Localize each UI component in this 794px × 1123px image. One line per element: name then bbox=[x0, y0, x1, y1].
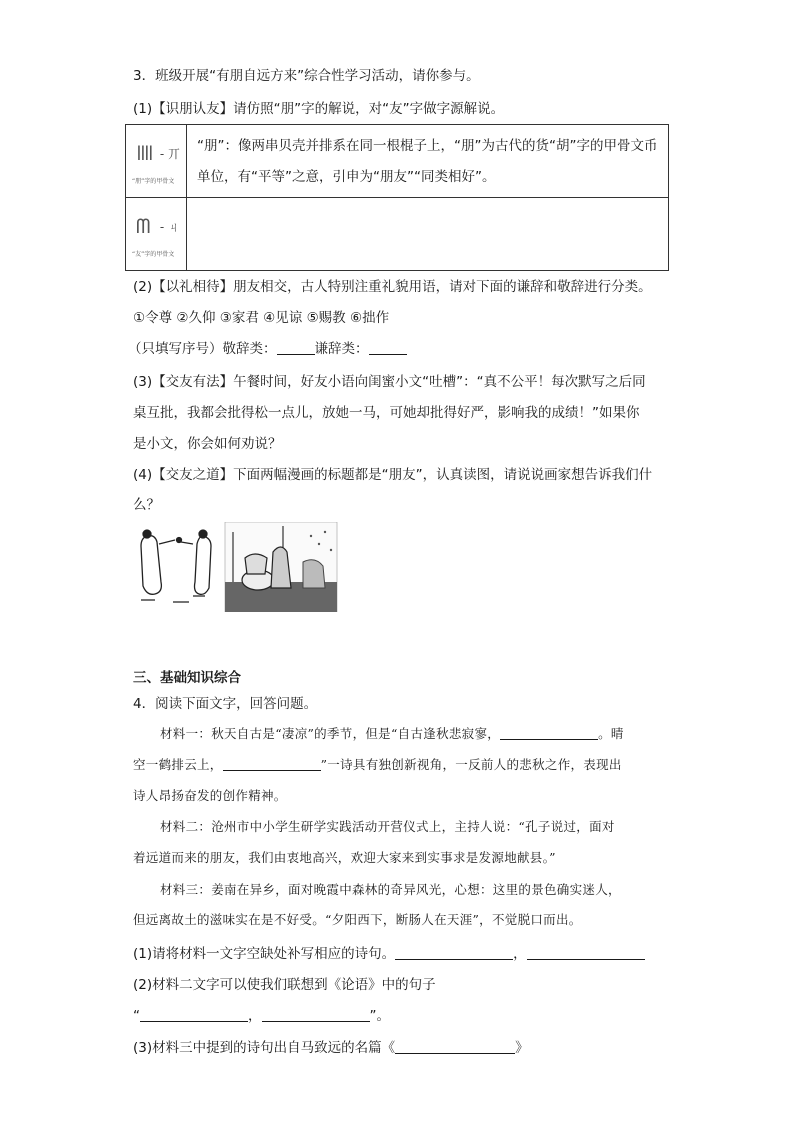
comic-right bbox=[225, 522, 337, 612]
q4-title: 4．阅读下面文字，回答问题。 bbox=[133, 696, 318, 712]
q3-title: 3．班级开展“有朋自远方来”综合性学习活动，请你参与。 bbox=[133, 68, 480, 84]
section-3-heading: 三、基础知识综合 bbox=[133, 670, 241, 686]
q4-sub2-answer: “ ， ”。 bbox=[133, 1008, 390, 1024]
q4-sub3-blank[interactable] bbox=[395, 1039, 515, 1054]
q3-answer-line: （只填写序号）敬辞类： 谦辞类： bbox=[128, 339, 407, 359]
you-answer-cell[interactable] bbox=[187, 198, 669, 271]
q3-sub3-line3: 是小文，你会如何劝说？ bbox=[133, 436, 282, 452]
q3-sub3-line2: 桌互批，我都会批得松一点儿，放她一马，可她却批得好严，影响我的成绩！”如果你 bbox=[133, 405, 640, 421]
material3-line2: 但远离故土的滋味实在是不好受。“夕阳西下，断肠人在天涯”，不觉脱口而出。 bbox=[133, 912, 582, 927]
material1-blank2[interactable] bbox=[223, 756, 321, 771]
comic-left bbox=[141, 530, 211, 602]
table-row-you bbox=[126, 198, 669, 271]
material1-blank1[interactable] bbox=[500, 725, 598, 740]
q4-sub2-blank2[interactable] bbox=[262, 1007, 370, 1022]
q3-options: ①令尊 ②久仰 ③家君 ④见谅 ⑤赐教 ⑥拙作 bbox=[133, 310, 390, 326]
q3-sub4-line2: 么？ bbox=[133, 497, 160, 513]
friendship-comics bbox=[133, 522, 339, 612]
material2-line1: 材料二：沧州市中小学生研学实践活动开营仪式上，主持人说：“孔子说过，面对 bbox=[160, 819, 615, 834]
material1-line3: 诗人昂扬奋发的创作精神。 bbox=[133, 788, 287, 803]
q3-sub3-line1: (3)【交友有法】午餐时间，好友小语向闺蜜小文“吐槽”：“真不公平！每次默写之后同 bbox=[133, 374, 646, 390]
q3-sub4-line1: (4)【交友之道】下面两幅漫画的标题都是“朋友”，认真读图，请说说画家想告诉我们什 bbox=[133, 467, 653, 483]
q4-sub2-prompt: (2)材料二文字可以使我们联想到《论语》中的句子 bbox=[133, 977, 436, 993]
material2-line2: 着远道而来的朋友，我们由衷地高兴，欢迎大家来到实事求是发源地献县。” bbox=[133, 850, 556, 865]
material3-line1: 材料三：姜南在异乡，面对晚霞中森林的奇异风光，心想：这里的景色确实迷人， bbox=[160, 882, 621, 897]
peng-oracle-image: ǁǁ - 丌 “朋”字的甲骨文 bbox=[126, 125, 187, 198]
table-row-peng bbox=[126, 125, 669, 198]
material1-line1: 材料一：秋天自古是“凄凉”的季节，但是“自古逢秋悲寂寥， 。晴 bbox=[160, 726, 624, 741]
peng-explanation: “朋”：像两串贝壳并排系在同一根棍子上，“朋”为古代的货“胡”字的甲骨文币 单位，有“平等”之意，引申为“朋友”“同类相好”。 bbox=[187, 125, 669, 198]
q4-sub1-blank2[interactable] bbox=[527, 945, 645, 960]
q4-sub2-blank1[interactable] bbox=[140, 1007, 248, 1022]
you-oracle-image: ᗰ - ㄐ “友”字的甲骨文 bbox=[126, 198, 187, 271]
q4-sub1-blank1[interactable] bbox=[395, 945, 513, 960]
qianci-blank[interactable] bbox=[369, 340, 407, 355]
q3-sub1-prompt: (1)【识朋认友】请仿照“朋”字的解说，对“友”字做字源解说。 bbox=[133, 101, 505, 117]
material1-line2: 空一鹤排云上， ”一诗具有独创新视角，一反前人的悲秋之作，表现出 bbox=[133, 757, 622, 772]
jingci-blank[interactable] bbox=[277, 340, 315, 355]
character-origin-table bbox=[125, 124, 669, 271]
q3-sub2-prompt: (2)【以礼相待】朋友相交，古人特别注重礼貌用语，请对下面的谦辞和敬辞进行分类。 bbox=[133, 279, 652, 295]
q4-sub3: (3)材料三中提到的诗句出自马致远的名篇《 》 bbox=[133, 1040, 529, 1056]
q4-sub1: (1)请将材料一文字空缺处补写相应的诗句。 ， bbox=[133, 944, 645, 964]
